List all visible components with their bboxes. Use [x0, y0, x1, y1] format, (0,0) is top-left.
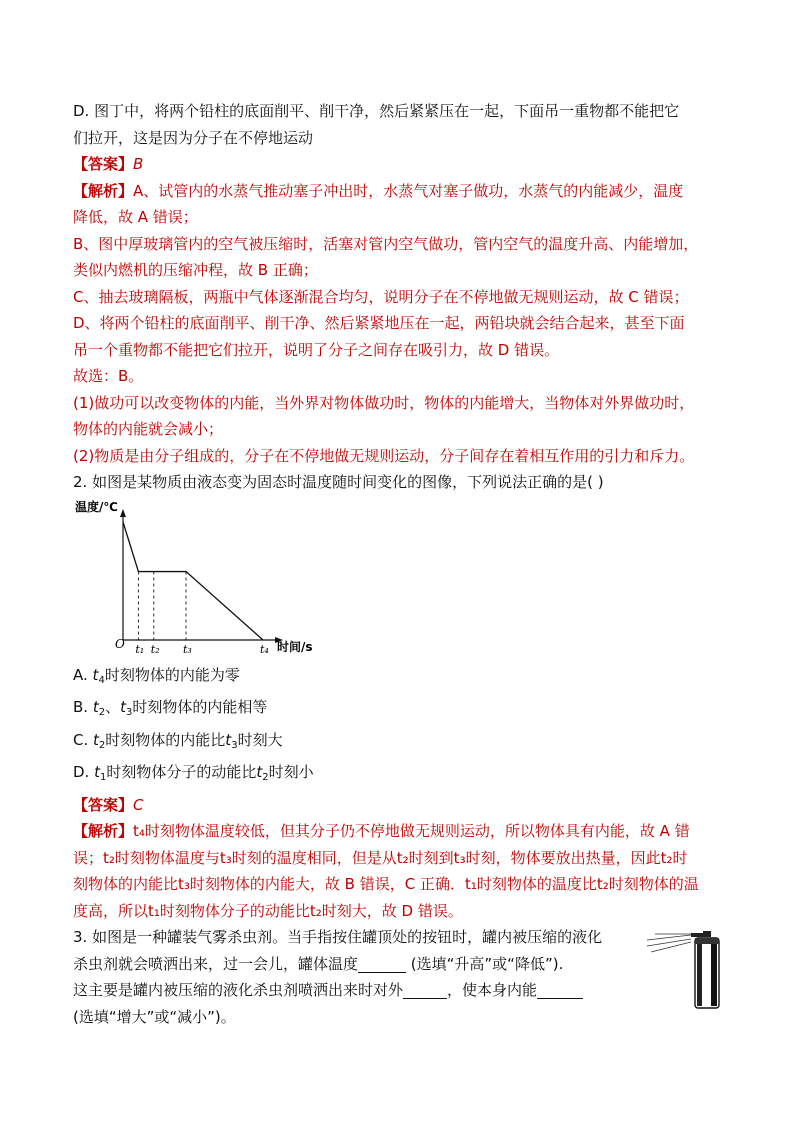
q2-analysis-line3: 刻物体的内能比t₃时刻物体的内能大，故 B 错误，C 正确．t₁时刻物体的温度比t₂时刻物体的温 — [73, 875, 699, 893]
option-text: 时刻大 — [237, 730, 283, 749]
option-text: 时刻物体的内能比 — [105, 730, 226, 749]
var-t: t — [93, 730, 99, 749]
var-sub: 4 — [98, 674, 105, 686]
x-axis-label: 时间/s — [277, 639, 313, 654]
q2-analysis-line1 — [73, 818, 723, 845]
q2-analysis-line2: 误；t₂时刻物体温度与t₃时刻的温度相同，但是从t₂时刻到t₃时刻，物体要放出热量，因此t₂时 — [73, 848, 688, 867]
option-text: 时刻小 — [268, 763, 314, 781]
q3-line1: 3. 如图是一种罐装气雾杀虫剂。当手指按住罐顶处的按钮时，罐内被压缩的液化 — [73, 928, 603, 946]
var-t: t — [225, 730, 232, 749]
q2-option-d — [73, 759, 723, 792]
answer-blank-2[interactable] — [403, 980, 447, 999]
x-tick-label-t1: t₁ — [135, 642, 145, 656]
temperature-time-chart — [73, 498, 723, 658]
x-tick-label-t2: t₂ — [150, 642, 160, 656]
option-letter: D. — [73, 763, 95, 781]
option-text: 时刻物体分子的动能比 — [106, 763, 257, 781]
var-t: t — [120, 698, 126, 716]
option-text: 、 — [105, 698, 121, 716]
q3-text: ，使本身内能 — [447, 981, 538, 999]
var-t: t — [92, 698, 99, 716]
var-t: t — [94, 763, 100, 781]
chart-svg — [73, 498, 313, 658]
answer-value: C — [133, 795, 144, 814]
q1-analysis-b-line1: B、图中厚玻璃管内的空气被压缩时，活塞对管内空气做功，管内空气的温度升高、内能增加， — [73, 234, 699, 253]
q1-analysis-b-line2: 类似内燃机的压缩冲程，故 B 正确； — [73, 261, 318, 279]
q1-analysis-d-line1: D、将两个铅柱的底面削平、削干净、然后紧紧地压在一起，两铅块就会结合起来，甚至下面 — [73, 314, 685, 332]
q3-text: 这主要是罐内被压缩的液化杀虫剂喷洒出来时对外 — [73, 981, 404, 999]
q3-line4: (选填“增大”或“减小”)。 — [73, 1007, 236, 1026]
answer-blank-1[interactable] — [358, 954, 406, 973]
var-sub: 3 — [231, 739, 238, 751]
q2-answer — [73, 792, 723, 819]
option-text: 时刻物体的内能相等 — [132, 698, 268, 716]
q1-analysis-a-line1 — [73, 178, 723, 205]
q1-choose: 故选：B。 — [73, 367, 144, 385]
q1-answer — [73, 151, 723, 178]
q3-block — [73, 924, 723, 1030]
origin-label: O — [115, 636, 125, 651]
q1-note1-line2: 物体的内能就会减小； — [73, 420, 224, 438]
analysis-text: t₄时刻物体温度较低，但其分子仍不停地做无规则运动，所以物体具有内能，故 A 错 — [133, 822, 690, 840]
analysis-label: 【解析】 — [73, 822, 134, 840]
var-sub: 1 — [99, 772, 107, 783]
var-sub: 2 — [98, 707, 106, 718]
analysis-text: A、试管内的水蒸气推动塞子冲出时，水蒸气对塞子做功，水蒸气的内能减少，温度 — [133, 181, 684, 200]
analysis-label: 【解析】 — [73, 181, 134, 200]
answer-label: 【答案】 — [73, 795, 134, 814]
x-tick-label-t4: t₄ — [260, 642, 269, 656]
q3-text: (选填“升高”或“降低”). — [406, 954, 564, 973]
x-tick-label-t3: t₃ — [183, 642, 192, 656]
spray-can-icon — [645, 930, 725, 1012]
var-t: t — [92, 665, 99, 684]
q1-analysis-a-line2: 降低，故 A 错误； — [73, 208, 198, 226]
q1-option-d-line2: 们拉开，这是因为分子在不停地运动 — [73, 128, 314, 147]
document-page — [73, 98, 723, 1030]
var-t: t — [256, 763, 263, 781]
answer-blank-3[interactable] — [537, 980, 583, 999]
y-axis-label: 温度/℃ — [75, 499, 118, 514]
q2-option-c — [73, 727, 723, 760]
q2-option-b — [73, 694, 723, 727]
q2-analysis-line4: 度高，所以t₁时刻物体分子的动能比t₂时刻大，故 D 错误。 — [73, 901, 463, 920]
q3-text: 杀虫剂就会喷洒出来，过一会儿，罐体温度 — [73, 954, 359, 973]
option-text: 时刻物体的内能为零 — [104, 665, 240, 684]
q1-note2: (2)物质是由分子组成的，分子在不停地做无规则运动，分子间存在着相互作用的引力和斥力。 — [73, 446, 695, 465]
q3-line3 — [73, 977, 723, 1004]
q1-analysis-c: C、抽去玻璃隔板，两瓶中气体逐渐混合均匀，说明分子在不停地做无规则运动，故 C 错误； — [73, 287, 689, 306]
var-sub: 3 — [126, 707, 133, 718]
option-letter: C. — [73, 730, 94, 749]
var-sub: 2 — [98, 739, 106, 751]
y-axis-arrow — [120, 509, 126, 517]
q2-option-a — [73, 662, 723, 695]
q3-line2 — [73, 951, 723, 978]
option-letter: B. — [73, 698, 93, 716]
answer-label: 【答案】 — [73, 155, 134, 173]
series-line — [123, 522, 263, 640]
q1-note1-line1: (1)做功可以改变物体的内能，当外界对物体做功时，物体的内能增大，当物体对外界做功时， — [73, 393, 695, 412]
answer-value: B — [133, 155, 144, 173]
q1-analysis-d-line2: 吊一个重物都不能把它们拉开，说明了分子之间存在吸引力，故 D 错误。 — [73, 340, 560, 359]
option-letter: A. — [73, 665, 93, 684]
var-sub: 2 — [262, 772, 269, 783]
q2-stem: 2. 如图是某物质由液态变为固态时温度随时间变化的图像，下列说法正确的是( ) — [73, 473, 604, 491]
q1-option-d-line1: D. 图丁中，将两个铅柱的底面削平、削干净，然后紧紧压在一起，下面吊一重物都不能把它 — [73, 102, 680, 120]
